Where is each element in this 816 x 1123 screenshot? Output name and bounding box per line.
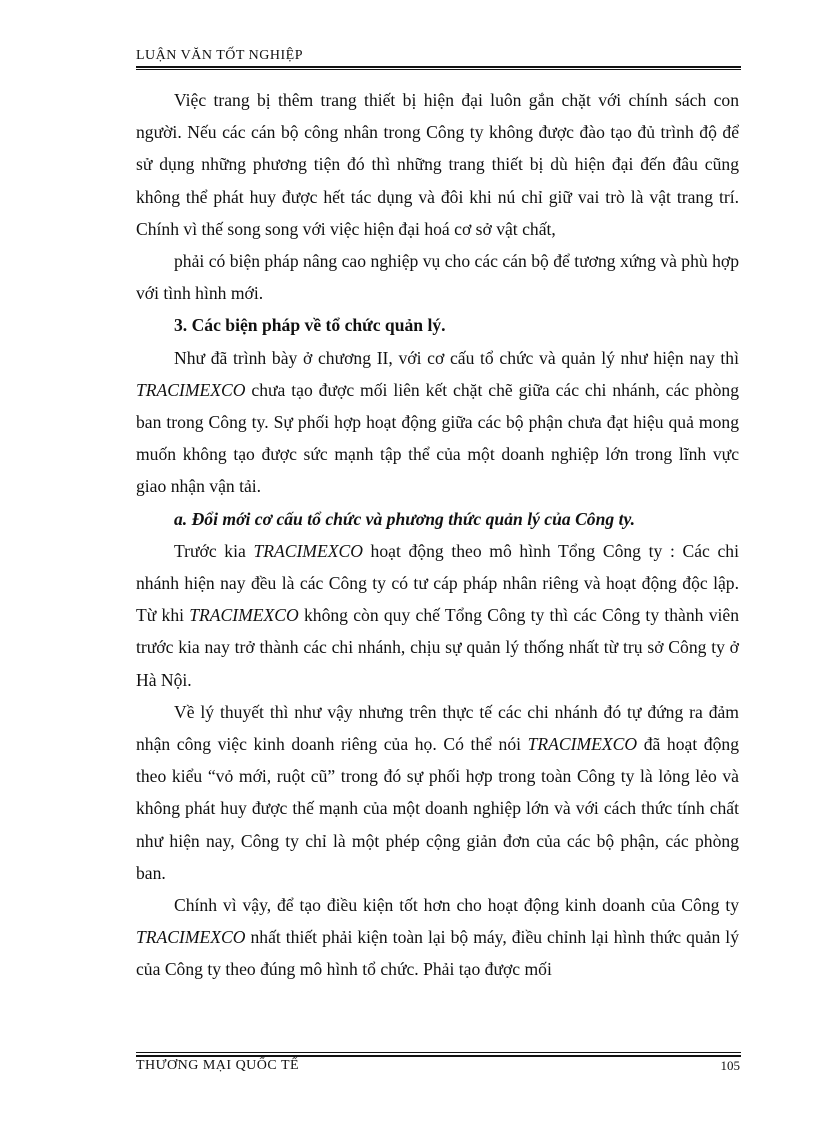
paragraph-1: Việc trang bị thêm trang thiết bị hiện đại luôn gắn chặt với chính sách con người. Nếu các cán bộ công nhân trong Công ty không được đào tạo đủ trình độ để sử dụng những phương tiện đó thì những trang thiết bị dù hiện đại đến đâu cũng không thể phát huy được hết tác dụng và đôi khi nú chỉ giữ vai trò là vật trang trí. Chính vì thế song song với việc hiện đại hoá cơ sở vật chất, (136, 90, 739, 239)
paragraph-5-text-a: Về lý thuyết thì như vậy nhưng trên thực tế các chi nhánh đó tự đứng ra đảm nhận công việc kinh doanh riêng của họ. Có thể nói (136, 701, 739, 755)
paragraph-6 (136, 889, 739, 986)
paragraph-6-text-a: Chính vì vậy, để tạo điều kiện tốt hơn cho hoạt động kinh doanh của Công ty (174, 895, 739, 916)
header-rule (136, 66, 741, 70)
running-header: LUẬN VĂN TỐT NGHIỆP (136, 48, 303, 63)
paragraph-3-text-a: Như đã trình bày ở chương II, với cơ cấu tổ chức và quản lý như hiện nay thì (174, 347, 739, 368)
section-heading: 3. Các biện pháp về tổ chức quản lý. (174, 315, 446, 336)
subsection-heading: a. Đổi mới cơ cấu tổ chức và phương thức quản lý của Công ty. (174, 508, 636, 529)
footer-rule (136, 1052, 741, 1057)
company-name: TRACIMEXCO (189, 605, 299, 626)
company-name: TRACIMEXCO (527, 734, 638, 755)
paragraph-3 (136, 342, 739, 503)
paragraph-5-text-b: đã hoạt động theo kiểu “vỏ mới, ruột cũ” trong đó sự phối hợp trong toàn Công ty là lỏng lẻo và không phát huy được thế mạnh của một doanh nghiệp lớn và với cách thức tính chất như hiện nay, Công ty chỉ là một phép cộng giản đơn của các bộ phận, các phòng ban. (136, 734, 739, 883)
company-name: TRACIMEXCO (136, 379, 246, 400)
company-name: TRACIMEXCO (136, 927, 246, 948)
page-number: 105 (720, 1058, 740, 1073)
paragraph-3-text-b: chưa tạo được mối liên kết chặt chẽ giữa các chi nhánh, các phòng ban trong Công ty. Sự phối hợp hoạt động giữa các bộ phận chưa đạt hiệu quả mong muốn không tạo được sức mạnh tập thể của một doanh nghiệp lớn trong lĩnh vực giao nhận vận tải. (136, 379, 739, 497)
paragraph-4 (136, 535, 739, 696)
body-text (136, 84, 739, 986)
company-name: TRACIMEXCO (253, 540, 363, 561)
paragraph-4-text-a: Trước kia (174, 540, 254, 561)
paragraph-5 (136, 696, 739, 889)
paragraph-2: phải có biện pháp nâng cao nghiệp vụ cho các cán bộ để tương xứng và phù hợp với tình hình mới. (136, 251, 739, 304)
paragraph-6-text-b: nhất thiết phải kiện toàn lại bộ máy, điều chỉnh lại hình thức quản lý của Công ty theo đúng mô hình tổ chức. Phải tạo được mối (136, 927, 739, 980)
running-footer: THƯƠNG MẠI QUỐC TẾ (136, 1058, 300, 1073)
paragraph-4-text-c: không còn quy chế Tổng Công ty thì các Công ty thành viên trước kia nay trở thành các chi nhánh, chịu sự quản lý thống nhất từ trụ sở Công ty ở Hà Nội. (136, 605, 739, 690)
paragraph-4-text-b: hoạt động theo mô hình Tổng Công ty : Các chi nhánh hiện nay đều là các Công ty có tư cáp pháp nhân riêng và hoạt động độc lập. Từ khi (136, 540, 739, 626)
